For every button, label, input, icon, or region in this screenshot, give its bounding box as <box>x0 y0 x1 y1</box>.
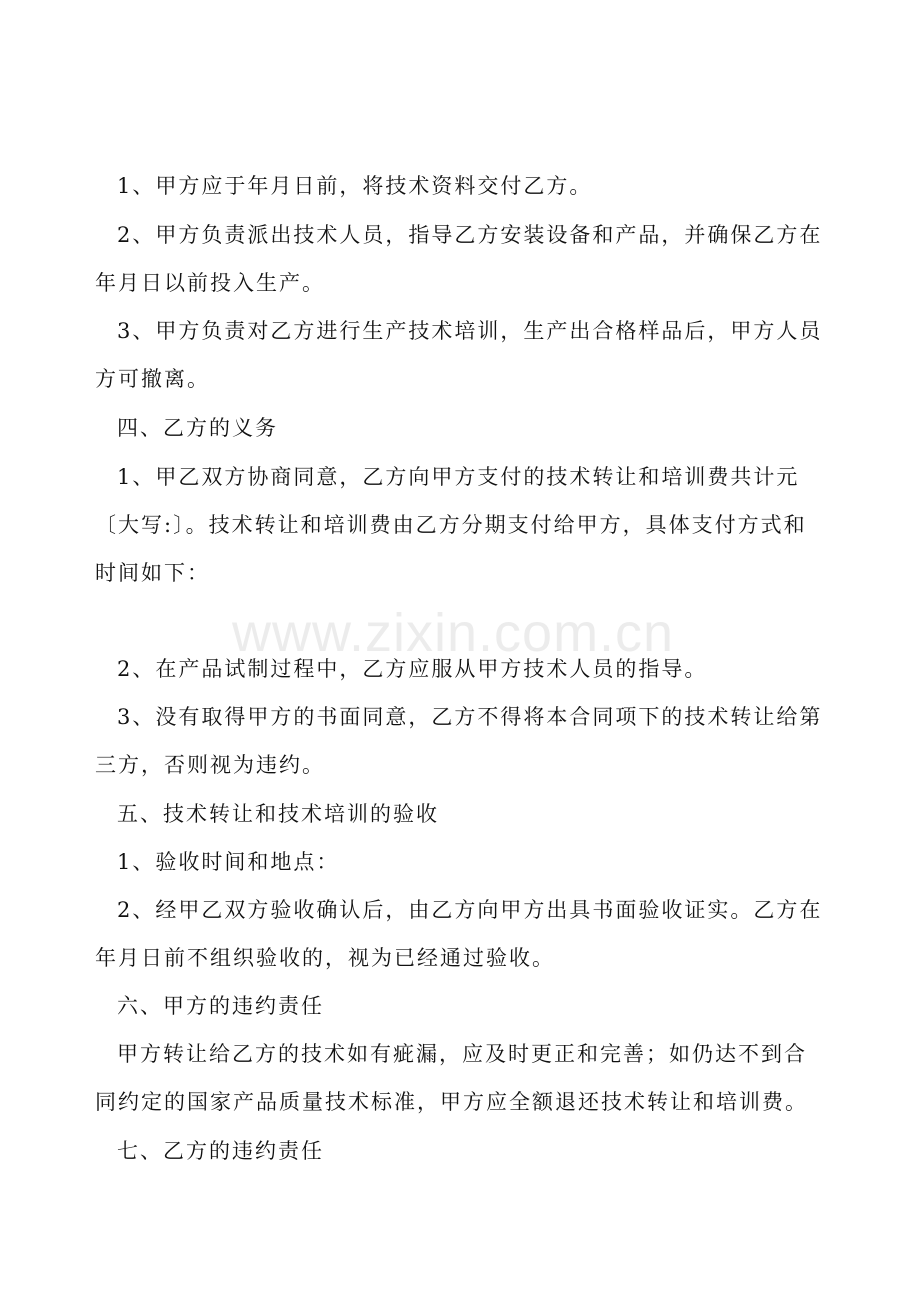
paragraph-4: 1、甲乙双方协商同意，乙方向甲方支付的技术转让和培训费共计元〔大写:〕。技术转让和培训费由乙方分期支付给甲方，具体支付方式和时间如下： <box>95 465 807 585</box>
paragraph-5: 2、在产品试制过程中，乙方应服从甲方技术人员的指导。 <box>117 657 708 681</box>
section-heading-7: 七、乙方的违约责任 <box>117 1139 324 1163</box>
paragraph-1: 1、甲方应于年月日前，将技术资料交付乙方。 <box>117 174 593 198</box>
section-heading-6: 六、甲方的违约责任 <box>117 994 324 1018</box>
paragraph-3: 3、甲方负责对乙方进行生产技术培训，生产出合格样品后，甲方人员方可撤离。 <box>95 319 823 391</box>
paragraph-2: 2、甲方负责派出技术人员，指导乙方安装设备和产品，并确保乙方在年月日以前投入生产。 <box>95 223 823 295</box>
paragraph-8: 2、经甲乙双方验收确认后，由乙方向甲方出具书面验收证实。乙方在年月日前不组织验收的，视为已经通过验收。 <box>95 898 823 970</box>
section-heading-5: 五、技术转让和技术培训的验收 <box>117 802 439 826</box>
paragraph-9: 甲方转让给乙方的技术如有疵漏，应及时更正和完善；如仍达不到合同约定的国家产品质量技术标准，甲方应全额退还技术转让和培训费。 <box>95 1042 808 1114</box>
section-heading-4: 四、乙方的义务 <box>117 416 278 440</box>
paragraph-7: 1、验收时间和地点： <box>117 850 340 874</box>
watermark: www.zixin.com.cn <box>232 603 675 663</box>
paragraph-6: 3、没有取得甲方的书面同意，乙方不得将本合同项下的技术转让给第三方，否则视为违约。 <box>95 705 823 777</box>
